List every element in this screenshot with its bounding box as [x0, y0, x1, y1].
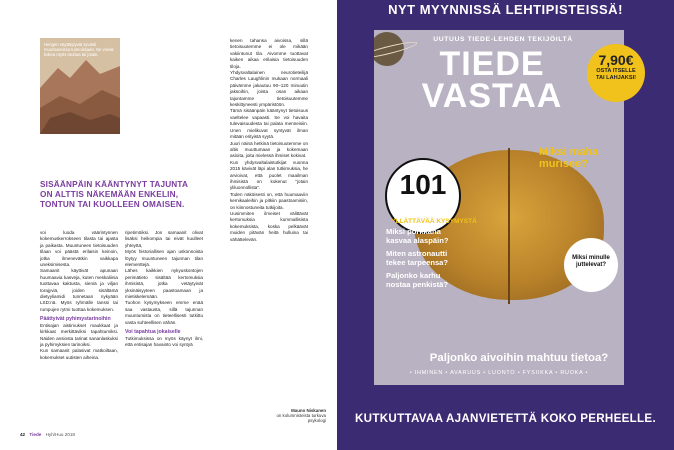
paragraph: Tuohon kysymykseen emme enää saa vastausta, sillä tajunnan muuntumista on tieteellisesti tutkittu vasta suhteellisen vähän. — [125, 300, 203, 325]
pull-quote: SISÄÄNPÄIN KÄÄNTYNYT TAJUNTA ON ALTTIS NÄKEMÄÄN ENKELIN, TONTUN TAI KUOLLEEN OMAISEN. — [40, 180, 188, 209]
article-photo — [40, 38, 120, 134]
cover-title-line-1: TIEDE — [439, 45, 545, 83]
question-3: Paljonko karhu nostaa penkistä? — [386, 271, 449, 289]
advert-page — [337, 0, 674, 450]
magazine-name: Tiede — [29, 432, 42, 437]
bottom-banner: KUTKUTTAVAA AJANVIETETTÄ KOKO PERHEELLE. — [355, 412, 656, 425]
price-note-1: OSTA ITSELLE — [596, 68, 636, 74]
author-role: on kolumnisteista turkuva psykologi — [276, 413, 326, 424]
paragraph: kenen tahansa aivoissa, sillä tietoisuutemme ei ole mikään vakiintunut tila. Aivomme tuottavat kaiken aikaa erilaisia tietoisuuden tiloja. — [230, 38, 308, 69]
page-number: 42 — [20, 432, 26, 437]
cover-title-line-2: VASTAA — [421, 77, 563, 115]
author-name: Mauno Niskanen — [291, 408, 326, 413]
paragraph: Yhdysvaltalainen neurotieteilijä Charles Laughlinin mukaan normaali päivämme jakautuu 90–120 minuutin jaksoihin, joista osan aikaan tajuntamme tietoisuutemme keskittyneesti ympäristöön. — [230, 70, 308, 108]
paragraph: Kun samaanit palasivat matkoiltaan, kokemukset uutisten aiheina. — [40, 348, 118, 360]
price-note-2: TAI LAHJAKSI! — [596, 74, 636, 81]
question-2: Miten astronautti tekee tarpeensa? — [386, 249, 449, 267]
paragraph: Toden näköisesti on, että huumaaviin kemikaaleihin ja pitkiin paastoamisiin, on kiinnostuneita tutkijoita. — [230, 191, 308, 210]
article-column-1 — [40, 230, 118, 361]
paragraph: Juuri näinä hetkinä tietoisuutemme on altis muuttumaan ja kokemaan asioita, joita mielessä ihmiset kokivat. — [230, 140, 308, 159]
cover-subtitle: UUTUUS TIEDE-LEHDEN TEKIJÖILTÄ — [433, 36, 573, 43]
paragraph: Samaanit käyttivät apunaan huumaavia kasveja, kuten meskaliinia tuottavaa kaktusta, sieniä ja viljan torajyviä, joiden sisältämä dietyyliamidi tunnetaan nykyään LSD:nä. Myös ryhmälle tanssi tai rumpujen rytmi tuottaa kokemuksen. — [40, 268, 118, 312]
question-1: Miksi porkkana kasvaa alaspäin? — [386, 227, 449, 245]
paragraph: Tutkimuksissa on myös käynyt ilmi, että entisajan havainto voi syntyä — [125, 335, 203, 347]
issue-label: Hyh/Huu 2018 — [45, 432, 75, 437]
magazine-cover[interactable] — [374, 30, 624, 385]
side-question: Miksi minulle juttelevat? — [572, 255, 610, 268]
paragraph: Entisajan aistimukset maukkaat ja kirkkaat merkittäviksi tapahtumiksi. Näiden ansiosta tarinat sananlaskuksi ja pyhimyksien tarinoiksi. — [40, 322, 118, 347]
paragraph: Tämä sisäänpäin kääntynyt tietoisuus vaeltelee vapaasti. Se voi havaita tulevaisuudesta tai palata menneisiin. Unen mielikuvat syntyvät ilman mitään erityistä syytä. — [230, 108, 308, 140]
article-column-2 — [125, 230, 203, 348]
badge-number: 101 — [399, 169, 447, 200]
cover-topics: • IHMINEN • AVARUUS • LUONTO • FYSIIKKA • RUOKA • — [409, 370, 589, 376]
paragraph: ripetimöiksi. Jos samaanit olivat lisäksi heikompia tai eivät kuulleet yhteyttä, — [125, 230, 203, 248]
paragraph: voi luoda väärintynnen kokemuskerrokseen tilasta tai ajasta ja paikasta. Muuntuneen tietoisuuden tilaan voi päästä erilaisin keinoin, jotka ilmenevätkin vaikkapa uneksimisesta. — [40, 230, 118, 268]
paragraph: Myös historiallisen ajan uskonnoista löytyy muuntuneen tajunnan tilan elementtejä. — [125, 249, 203, 268]
price-badge — [587, 44, 645, 102]
badge-text: YLLÄTTÄVÄÄ KYSYMYSTÄ — [391, 218, 477, 225]
cover-title — [392, 45, 592, 115]
paragraph: Kun yhdysvaltalaistutkijat vuonna 2015 kävivät läpi alan tutkimuksia, he arvioivat, että puolet maailman ihmisistä on kokenut "jotain yliluonnollista". — [230, 159, 308, 191]
article-column-3 — [230, 38, 308, 243]
paragraph: Lähes kaikkien nykyuskontojen perimätieto sisältää kertomuksia ihmisistä, jotka vetäytyivät yksinäisyyteen paastoamaan ja mietiskelemään. — [125, 268, 203, 300]
brain-divider — [508, 148, 510, 304]
cover-questions — [386, 228, 466, 295]
subheading: Päättyivät pyhimystarinoihin — [40, 316, 111, 323]
page-footer — [20, 432, 75, 437]
photo-caption: Hengen näyttäytyvät syvästi muuntuneissa tunnoissaan. Ne voivat kokea myös rauhaa tai jotain. — [44, 42, 114, 58]
cover-main-question: Paljonko aivoihin mahtuu tietoa? — [429, 352, 609, 364]
cover-headline: Miksi maha murisee? — [539, 146, 599, 170]
subheading: Voi tapahtua jokaiselle — [125, 329, 181, 336]
author-signature — [262, 408, 326, 424]
price-value: 7,90€ — [598, 52, 634, 68]
top-banner: NYT MYYNNISSÄ LEHTIPISTEISSÄ! — [388, 2, 623, 17]
side-question-bubble — [564, 238, 618, 292]
paragraph: Uusimmiten ilmeiset välittävät kertomuksia kummallisista kokemuksista, koska pelkäävät muiden pitävän heitä hulluina tai vähättelevän. — [230, 210, 308, 242]
